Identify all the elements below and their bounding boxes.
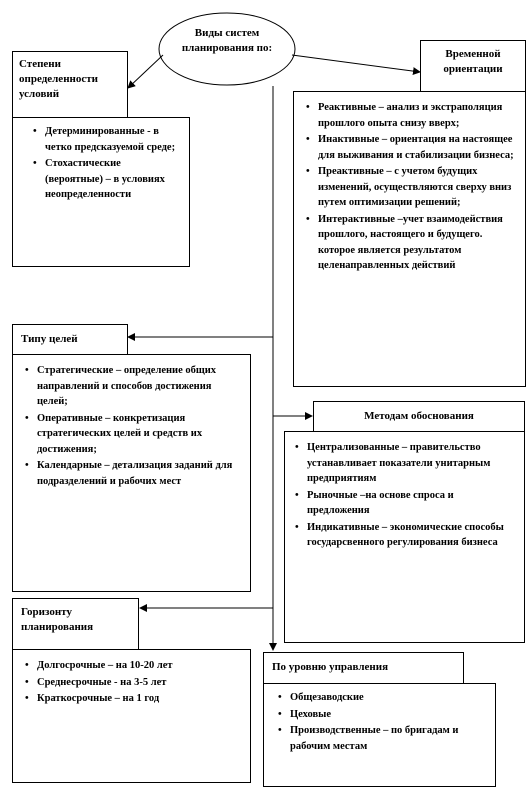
certainty-title: Степени определенности условий bbox=[19, 58, 98, 100]
arrow-to-certainty bbox=[128, 55, 163, 88]
horizon-items-box bbox=[12, 649, 251, 783]
justification-title: Методам обоснования bbox=[364, 410, 474, 422]
certainty-items-box bbox=[12, 117, 190, 267]
horizon-item-2: • Среднесрочные - на 3-5 лет bbox=[23, 675, 242, 691]
management-level-items-box bbox=[263, 683, 496, 787]
time-orientation-item-3: • Преактивные – с учетом будущих изменений, осуществляются сверху вниз путем оптимизации решений; bbox=[304, 164, 517, 211]
management-level-item-3: • Производственные – по бригадам и рабочим местам bbox=[276, 723, 487, 754]
horizon-item-3: • Краткосрочные – на 1 год bbox=[23, 691, 242, 707]
horizon-title: Горизонту планирования bbox=[21, 606, 94, 633]
management-level-item-1: • Общезаводские bbox=[276, 690, 487, 706]
management-level-item-2: • Цеховые bbox=[276, 707, 487, 723]
horizon-item-1: • Долгосрочные – на 10-20 лет bbox=[23, 658, 242, 674]
time-orientation-title-box bbox=[420, 40, 526, 92]
arrow-to-time-orientation bbox=[292, 55, 420, 72]
management-level-title: По уровню управления bbox=[272, 661, 389, 673]
horizon-list bbox=[23, 658, 242, 707]
justification-title-box bbox=[313, 401, 525, 432]
horizon-title-box bbox=[12, 598, 139, 650]
justification-item-1: • Централизованные – правительство устанавливает показатели унитарным предприятиям bbox=[293, 440, 516, 487]
goal-type-title-box bbox=[12, 324, 128, 355]
certainty-title-box bbox=[12, 51, 128, 118]
justification-item-3: • Индикативные – экономические способы государсвенного регулирования бизнеса bbox=[293, 520, 516, 551]
time-orientation-item-1: • Реактивные – анализ и экстраполяция прошлого опыта снизу вверх; bbox=[304, 100, 517, 131]
time-orientation-list bbox=[304, 100, 517, 274]
goal-type-list bbox=[23, 363, 242, 489]
goal-type-items-box bbox=[12, 354, 251, 592]
justification-items-box bbox=[284, 431, 525, 643]
certainty-item-2: • Стохастические (вероятные) – в условиях неопределенности bbox=[31, 156, 179, 203]
certainty-item-1: • Детерминированные - в четко предсказуемой среде; bbox=[31, 124, 179, 155]
goal-type-item-2: • Оперативные – конкретизация стратегических целей и средств их достижения; bbox=[23, 411, 242, 458]
goal-type-item-3: • Календарные – детализация заданий для подразделений и рабочих мест bbox=[23, 458, 242, 489]
time-orientation-title: Временной ориентации bbox=[443, 48, 503, 75]
time-orientation-items-box bbox=[293, 91, 526, 387]
time-orientation-item-2: • Инактивные – ориентация на настоящее для выживания и стабилизации бизнеса; bbox=[304, 132, 517, 163]
root-label: Виды систем планирования по: bbox=[181, 27, 273, 54]
goal-type-title: Типу целей bbox=[21, 333, 78, 345]
justification-list bbox=[293, 440, 516, 551]
certainty-list bbox=[31, 124, 179, 203]
time-orientation-item-4: • Интерактивные –учет взаимодействия прошлого, настоящего и будущего. которое является результатом целенаправленных действий bbox=[304, 212, 517, 274]
management-level-title-box bbox=[263, 652, 464, 684]
justification-item-2: • Рыночные –на основе спроса и предложения bbox=[293, 488, 516, 519]
management-level-list bbox=[276, 690, 487, 754]
goal-type-item-1: • Стратегические – определение общих направлений и способов достижения целей; bbox=[23, 363, 242, 410]
